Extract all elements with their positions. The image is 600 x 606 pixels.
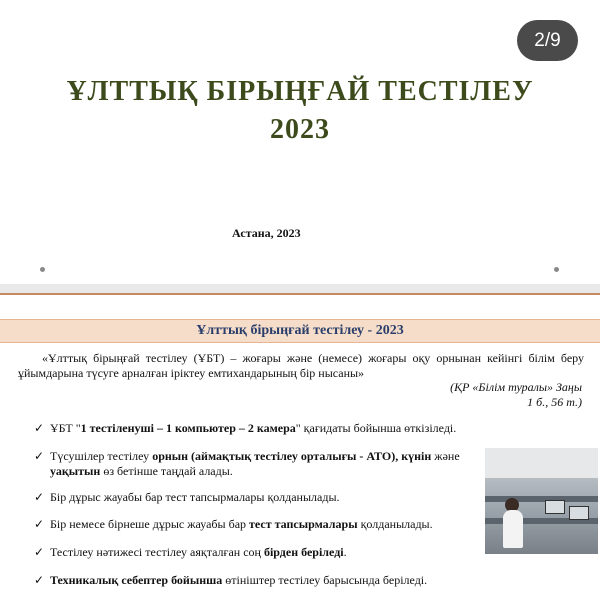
photo-monitor — [545, 500, 565, 514]
photo-desk-row — [485, 496, 598, 502]
bullet-text-end: қолданылады. — [357, 517, 433, 531]
bullet-bold: 1 тестіленуші – 1 компьютер – 2 камера — [80, 421, 296, 435]
list-item — [34, 573, 490, 588]
bullet-text-end: " қағидаты бойынша өткізіледі. — [295, 421, 457, 435]
bullet-text-end: өтініштер тестілеу барысында беріледі. — [222, 573, 428, 587]
slide-dot-left — [40, 267, 45, 272]
bullet-bold: орнын (аймақтық тестілеу орталығы - АТО), күнін — [152, 449, 432, 463]
bullet-text: Бір дұрыс жауабы бар тест тапсырмалары қолданылады. — [50, 490, 340, 504]
testing-room-photo — [485, 448, 598, 554]
law-reference — [400, 380, 582, 410]
bullet-text-end: өз бетінше таңдай алады. — [100, 464, 233, 478]
check-icon: ✓ — [34, 449, 45, 463]
list-item — [34, 421, 490, 436]
list-item — [34, 490, 490, 505]
bullet-text-end: . — [343, 545, 347, 559]
slide-title-year: 2023 — [270, 114, 330, 145]
bullet-text: Бір немесе бірнеше дұрыс жауабы бар — [50, 517, 250, 531]
photo-person — [503, 510, 523, 548]
slide-dot-right — [554, 267, 559, 272]
bullet-text: ҰБТ " — [50, 421, 81, 435]
bullet-bold: бірден беріледі — [263, 545, 344, 559]
bullet-text-mid: және — [431, 449, 460, 463]
bullet-bold: Техникалық себептер бойынша — [50, 573, 223, 587]
slide-header: Ұлттық бірыңғай тестілеу - 2023 — [0, 319, 600, 343]
check-icon: ✓ — [34, 573, 45, 587]
bullet-bold-2: уақытын — [50, 464, 101, 478]
title-slide — [0, 0, 600, 284]
list-item — [34, 545, 490, 560]
slide-title: ҰЛТТЫҚ БІРЫҢҒАЙ ТЕСТІЛЕУ — [66, 76, 534, 107]
info-slide — [0, 293, 600, 606]
check-icon: ✓ — [34, 545, 45, 559]
law-reference-line1: (ҚР «Білім туралы» Заңы — [450, 380, 582, 394]
law-reference-line2: 1 б., 56 т.) — [527, 395, 582, 409]
list-item — [34, 517, 490, 532]
list-item — [34, 449, 470, 479]
bullet-text: Түсушілер тестілеу — [50, 449, 153, 463]
check-icon: ✓ — [34, 517, 45, 531]
definition-quote: «Ұлттық бірыңғай тестілеу (ҰБТ) – жоғары және (немесе) жоғары оқу орнынан кейінгі білім беру ұйымдарына түсуге арналған іріктеу емтихандарының бір нысаны» — [18, 351, 584, 380]
check-icon: ✓ — [34, 490, 45, 504]
check-icon: ✓ — [34, 421, 45, 435]
photo-monitor — [569, 506, 589, 520]
bullet-bold: тест тапсырмалары — [249, 517, 358, 531]
page-indicator-badge: 2/9 — [517, 20, 578, 61]
bullet-text: Тестілеу нәтижесі тестілеу аяқталған соң — [50, 545, 264, 559]
photo-ceiling — [485, 448, 598, 478]
place-date: Астана, 2023 — [232, 226, 301, 240]
